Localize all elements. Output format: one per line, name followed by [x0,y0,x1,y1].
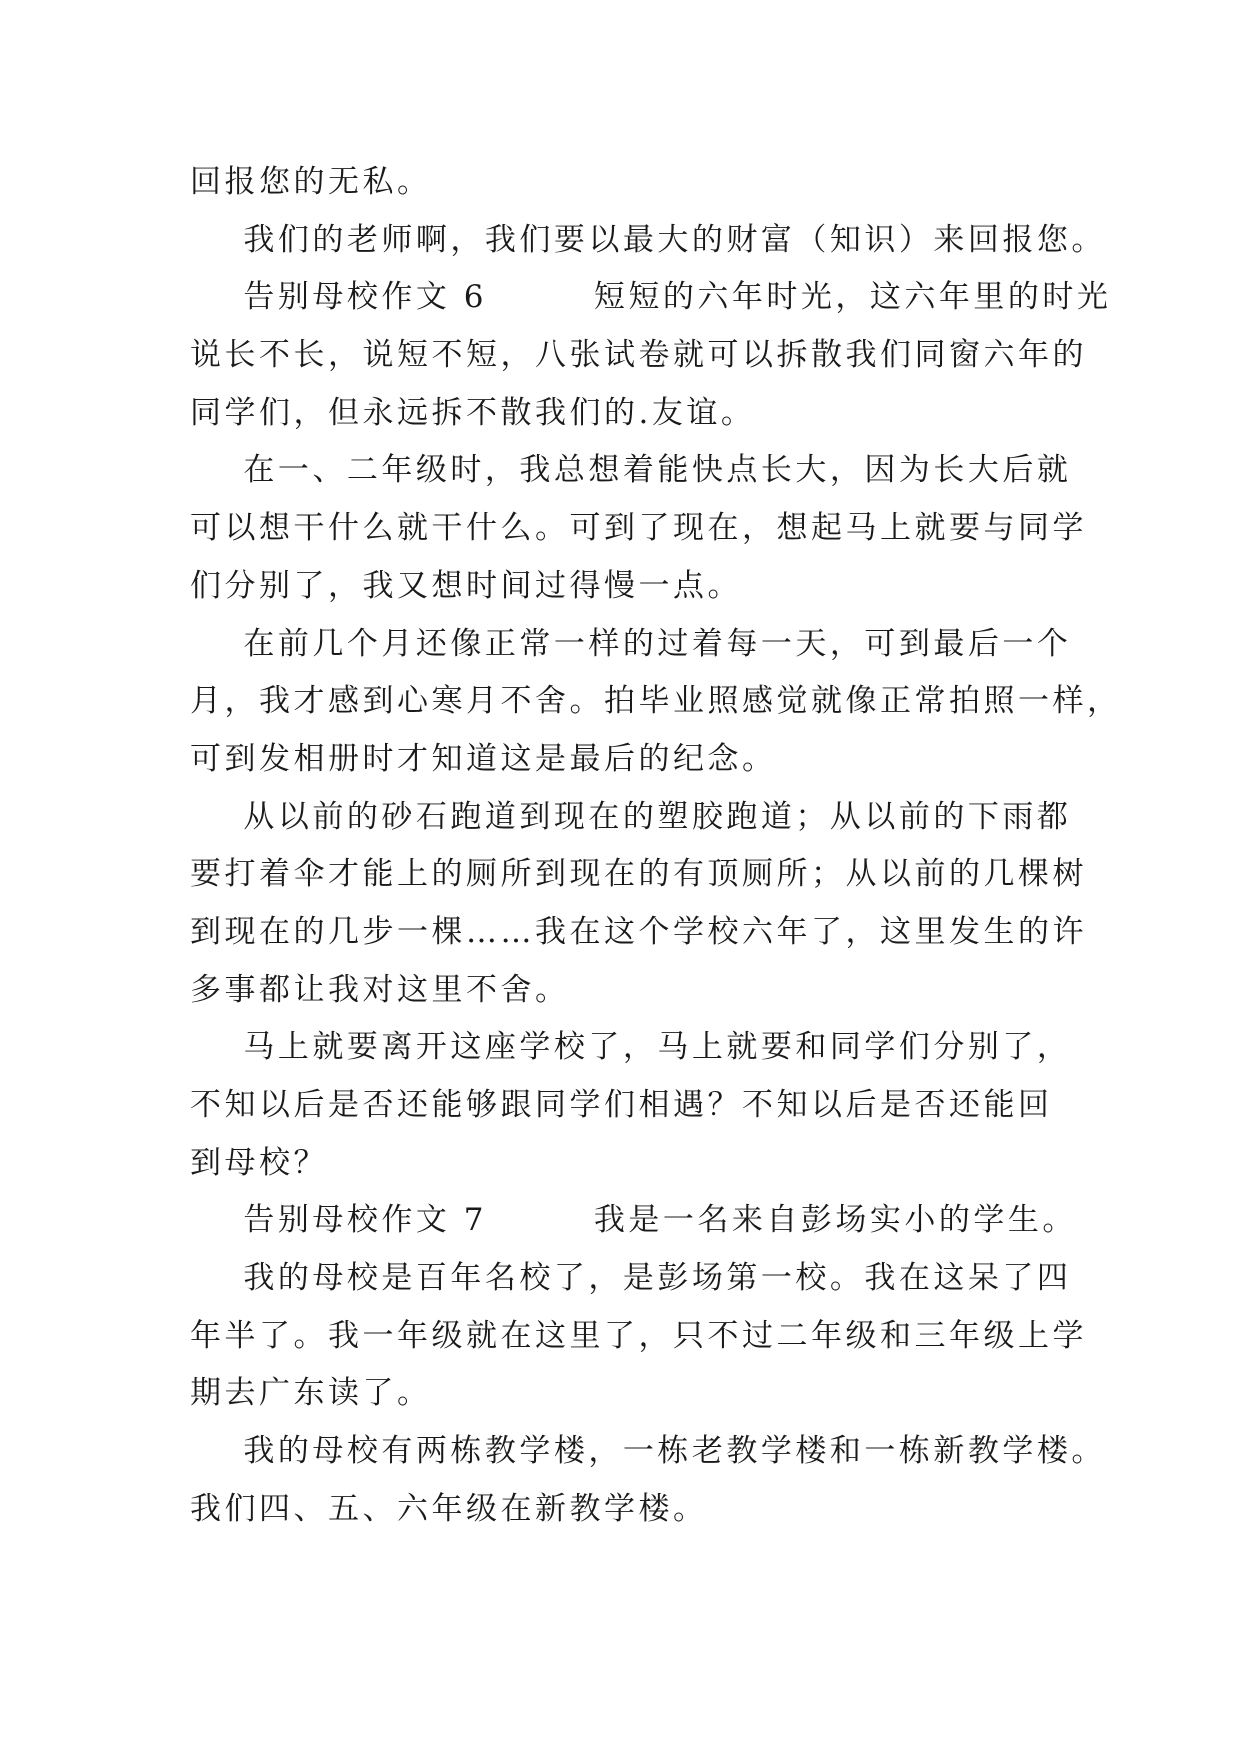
text-line: 从以前的砂石跑道到现在的塑胶跑道；从以前的下雨都 [190,798,1072,835]
text-line: 告别母校作文 6 短短的六年时光，这六年里的时光 [190,279,1112,316]
text-line: 可到发相册时才知道这是最后的纪念。 [190,740,777,777]
text-line: 到现在的几步一棵……我在这个学校六年了，这里发生的许 [190,913,1087,950]
essay-text [190,154,1122,1539]
text-line: 多事都让我对这里不舍。 [190,971,570,1008]
text-line: 我的母校是百年名校了，是彭场第一校。我在这呆了四 [190,1260,1072,1297]
text-line: 年半了。我一年级就在这里了，只不过二年级和三年级上学 [190,1317,1087,1354]
text-line: 在一、二年级时，我总想着能快点长大，因为长大后就 [190,452,1072,489]
text-line: 告别母校作文 7 我是一名来自彭场实小的学生。 [190,1202,1077,1239]
text-line: 可以想干什么就干什么。可到了现在，想起马上就要与同学 [190,510,1087,547]
text-line: 到母校？ [190,1144,328,1181]
text-line: 期去广东读了。 [190,1375,432,1412]
text-line: 们分别了，我又想时间过得慢一点。 [190,567,742,604]
text-line: 我们四、五、六年级在新教学楼。 [190,1490,708,1527]
text-line: 同学们，但永远拆不散我们的.友谊。 [190,394,756,431]
text-line: 要打着伞才能上的厕所到现在的有顶厕所；从以前的几棵树 [190,856,1087,893]
text-line: 我的母校有两栋教学楼，一栋老教学楼和一栋新教学楼。 [190,1433,1106,1470]
text-line: 不知以后是否还能够跟同学们相遇？不知以后是否还能回 [190,1087,1053,1123]
text-line: 说长不长，说短不短，八张试卷就可以拆散我们同窗六年的 [190,337,1087,374]
text-line: 在前几个月还像正常一样的过着每一天，可到最后一个 [190,625,1072,662]
text-line: 月，我才感到心寒月不舍。拍毕业照感觉就像正常拍照一样， [190,683,1122,720]
text-line: 回报您的无私。 [190,164,432,200]
text-line: 我们的老师啊，我们要以最大的财富（知识）来回报您。 [190,221,1106,258]
text-line: 马上就要离开这座学校了，马上就要和同学们分别了， [190,1029,1072,1066]
